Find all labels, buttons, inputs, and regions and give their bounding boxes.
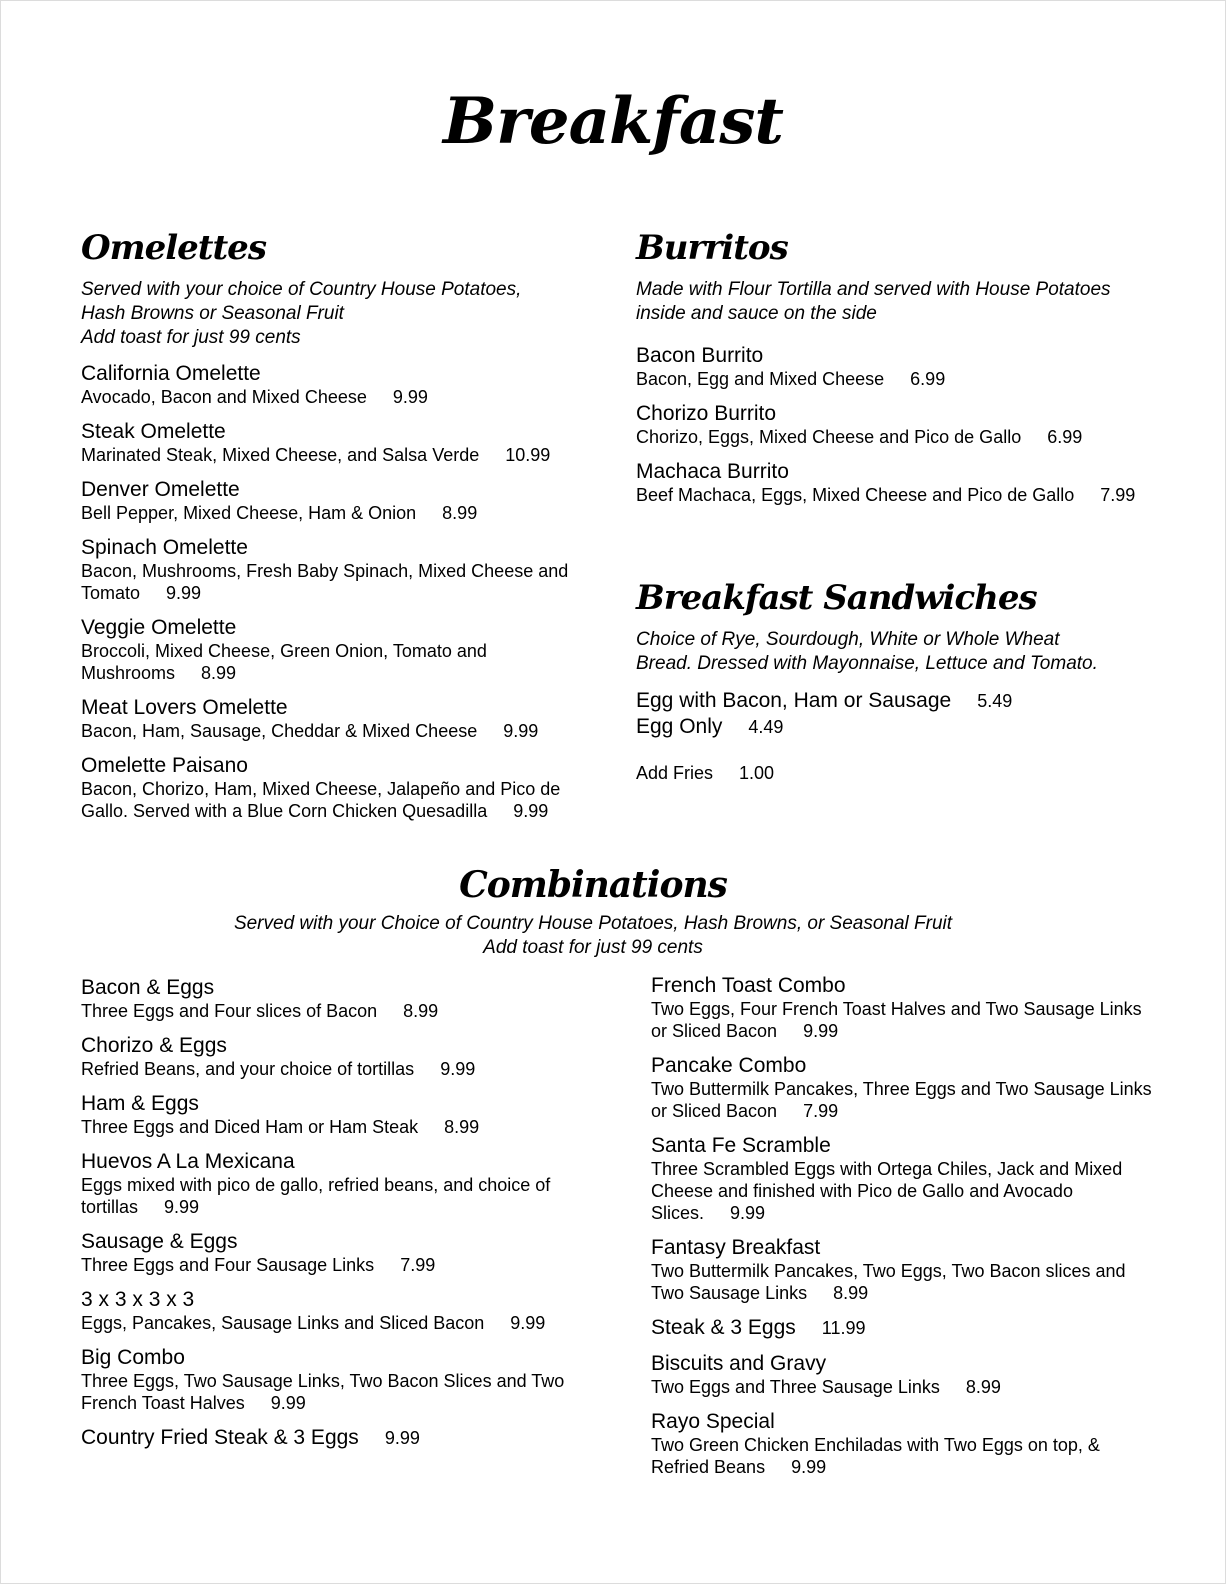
menu-item-description: Three Eggs and Four slices of Bacon xyxy=(81,1001,378,1021)
menu-item xyxy=(81,1092,581,1138)
sandwich-option-price: 4.49 xyxy=(748,717,784,737)
menu-item-price: 7.99 xyxy=(400,1255,436,1275)
menu-item xyxy=(81,754,581,822)
menu-item xyxy=(81,1150,581,1218)
menu-item-name: California Omelette xyxy=(81,362,261,385)
menu-item-description: Marinated Steak, Mixed Cheese, and Salsa Verde xyxy=(81,445,480,465)
menu-item-description: Bell Pepper, Mixed Cheese, Ham & Onion xyxy=(81,503,417,523)
menu-item-detail xyxy=(81,1116,581,1138)
menu-item-price: 9.99 xyxy=(270,1393,306,1413)
sandwich-option xyxy=(636,688,1156,714)
menu-item-name: Spinach Omelette xyxy=(81,536,248,559)
menu-item-description: Bacon, Ham, Sausage, Cheddar & Mixed Cheese xyxy=(81,721,478,741)
menu-item-name: Chorizo & Eggs xyxy=(81,1034,227,1057)
menu-item-price: 8.99 xyxy=(201,663,237,683)
menu-item xyxy=(636,460,1156,506)
sandwiches-section xyxy=(636,578,1156,784)
menu-item-price: 9.99 xyxy=(503,721,539,741)
combinations-description-line: Add toast for just 99 cents xyxy=(483,937,703,958)
menu-item-description: Eggs mixed with pico de gallo, refried beans, and choice of tortillas xyxy=(81,1175,551,1217)
menu-item-description: Eggs, Pancakes, Sausage Links and Sliced Bacon xyxy=(81,1313,485,1333)
menu-item-detail xyxy=(81,778,581,822)
menu-item-description: Bacon, Mushrooms, Fresh Baby Spinach, Mixed Cheese and Tomato xyxy=(81,561,569,603)
menu-item-price: 7.99 xyxy=(1100,485,1136,505)
menu-item-name: 3 x 3 x 3 x 3 xyxy=(81,1288,195,1311)
menu-item-name: Bacon & Eggs xyxy=(81,976,215,999)
menu-item-price: 9.99 xyxy=(730,1203,766,1223)
menu-item-price: 9.99 xyxy=(510,1313,546,1333)
menu-item xyxy=(651,974,1161,1042)
menu-item-detail xyxy=(81,1370,581,1414)
menu-item-price: 9.99 xyxy=(164,1197,200,1217)
combinations-description-line: Served with your Choice of Country House Potatoes, Hash Browns, or Seasonal Fruit xyxy=(233,913,953,934)
menu-item-detail xyxy=(81,560,581,604)
menu-item xyxy=(651,1352,1161,1398)
menu-item xyxy=(651,1236,1161,1304)
menu-item xyxy=(81,536,581,604)
menu-item-detail xyxy=(81,1312,581,1334)
menu-item xyxy=(81,1230,581,1276)
omelettes-description-line: Served with your choice of Country House Potatoes, xyxy=(81,279,522,300)
menu-item-description: Two Buttermilk Pancakes, Three Eggs and Two Sausage Links or Sliced Bacon xyxy=(651,1079,1152,1121)
menu-item-detail xyxy=(81,1254,581,1276)
menu-item-price: 9.99 xyxy=(791,1457,827,1477)
menu-item-name: Machaca Burrito xyxy=(636,460,789,483)
menu-item-description: Two Eggs and Three Sausage Links xyxy=(651,1377,940,1397)
menu-item xyxy=(81,976,581,1022)
menu-item-detail xyxy=(636,484,1156,506)
menu-item-detail xyxy=(651,1158,1161,1224)
menu-item-price: 6.99 xyxy=(1047,427,1083,447)
burritos-description-line: inside and sauce on the side xyxy=(636,303,877,324)
menu-item xyxy=(81,1034,581,1080)
menu-item-price: 9.99 xyxy=(166,583,202,603)
menu-item-description: Three Eggs and Diced Ham or Ham Steak xyxy=(81,1117,419,1137)
menu-item-detail xyxy=(651,1260,1161,1304)
burritos-list xyxy=(636,344,1156,506)
menu-item-price: 9.99 xyxy=(803,1021,839,1041)
menu-item-description: Two Buttermilk Pancakes, Two Eggs, Two Bacon slices and Two Sausage Links xyxy=(651,1261,1126,1303)
menu-item-detail xyxy=(81,444,581,466)
menu-item-name: Omelette Paisano xyxy=(81,754,248,777)
menu-item-name: Santa Fe Scramble xyxy=(651,1134,831,1157)
menu-item-name: Ham & Eggs xyxy=(81,1092,199,1115)
omelettes-list xyxy=(81,362,581,822)
combinations-right-list xyxy=(651,974,1161,1478)
menu-item-detail xyxy=(81,720,581,742)
burritos-description-line: Made with Flour Tortilla and served with House Potatoes xyxy=(636,279,1111,300)
menu-item-price: 8.99 xyxy=(403,1001,439,1021)
menu-item-detail xyxy=(651,1078,1161,1122)
menu-item-description: Avocado, Bacon and Mixed Cheese xyxy=(81,387,367,407)
menu-item xyxy=(636,402,1156,448)
menu-item-description: Broccoli, Mixed Cheese, Green Onion, Tomato and Mushrooms xyxy=(81,641,487,683)
menu-item-price: 8.99 xyxy=(833,1283,869,1303)
menu-item-detail xyxy=(636,426,1156,448)
burritos-description xyxy=(636,278,1156,326)
sandwiches-description-line: Bread. Dressed with Mayonnaise, Lettuce and Tomato. xyxy=(636,653,1098,674)
menu-item-description: Bacon, Chorizo, Ham, Mixed Cheese, Jalapeño and Pico de Gallo. Served with a Blue Corn Chicken Quesadilla xyxy=(81,779,561,821)
menu-item xyxy=(81,1288,581,1334)
menu-item xyxy=(651,1054,1161,1122)
menu-item-name: Denver Omelette xyxy=(81,478,240,501)
menu-item-detail xyxy=(81,502,581,524)
menu-item-name: Sausage & Eggs xyxy=(81,1230,238,1253)
menu-item-description: Two Green Chicken Enchiladas with Two Eggs on top, & Refried Beans xyxy=(651,1435,1100,1477)
omelettes-description-line: Add toast for just 99 cents xyxy=(81,327,301,348)
menu-item-name: Chorizo Burrito xyxy=(636,402,777,425)
combinations-left-list xyxy=(81,976,581,1450)
menu-item xyxy=(651,1410,1161,1478)
menu-item-description: Beef Machaca, Eggs, Mixed Cheese and Pico de Gallo xyxy=(636,485,1075,505)
menu-item-detail xyxy=(636,368,1156,390)
add-fries-line xyxy=(636,762,1156,784)
menu-item xyxy=(636,344,1156,390)
omelettes-section xyxy=(81,228,581,822)
page-title: Breakfast xyxy=(443,84,783,159)
menu-item-detail xyxy=(81,386,581,408)
menu-item-price: 9.99 xyxy=(392,387,428,407)
combinations-description xyxy=(0,912,1226,960)
menu-item-price: 7.99 xyxy=(803,1101,839,1121)
menu-item-description: Three Eggs, Two Sausage Links, Two Bacon Slices and Two French Toast Halves xyxy=(81,1371,565,1413)
menu-item-name: Meat Lovers Omelette xyxy=(81,696,288,719)
menu-item-detail xyxy=(651,1376,1161,1398)
menu-item-price: 10.99 xyxy=(505,445,551,465)
menu-item xyxy=(81,616,581,684)
menu-item-detail xyxy=(81,1174,581,1218)
sandwich-options xyxy=(636,688,1156,740)
menu-item xyxy=(81,362,581,408)
burritos-section xyxy=(636,228,1156,506)
omelettes-description-line: Hash Browns or Seasonal Fruit xyxy=(81,303,344,324)
combinations-right-column xyxy=(651,962,1161,1478)
menu-item xyxy=(81,478,581,524)
menu-item-name: Big Combo xyxy=(81,1346,185,1369)
menu-item-name: Steak & 3 Eggs xyxy=(651,1316,796,1339)
menu-item-price: 9.99 xyxy=(384,1428,420,1448)
menu-item-description: Two Eggs, Four French Toast Halves and Two Sausage Links or Sliced Bacon xyxy=(651,999,1142,1041)
menu-item xyxy=(81,1346,581,1414)
menu-item-description: Bacon, Egg and Mixed Cheese xyxy=(636,369,885,389)
omelettes-description xyxy=(81,278,581,350)
sandwiches-description xyxy=(636,628,1156,676)
menu-item-name: Pancake Combo xyxy=(651,1054,807,1077)
add-fries-price: 1.00 xyxy=(739,763,775,783)
menu-item-detail xyxy=(81,1000,581,1022)
menu-item xyxy=(651,1316,1161,1340)
menu-item-detail xyxy=(81,640,581,684)
menu-item-price: 8.99 xyxy=(965,1377,1001,1397)
menu-item xyxy=(81,420,581,466)
menu-item-description: Three Scrambled Eggs with Ortega Chiles, Jack and Mixed Cheese and finished with Pico de Gallo and Avocado Slices. xyxy=(651,1159,1123,1223)
menu-item xyxy=(651,1134,1161,1224)
combinations-left-column xyxy=(81,964,581,1450)
sandwich-option-name: Egg with Bacon, Ham or Sausage xyxy=(636,689,952,712)
menu-item-detail xyxy=(651,1434,1161,1478)
menu-item-price: 9.99 xyxy=(440,1059,476,1079)
menu-item-name: Bacon Burrito xyxy=(636,344,764,367)
menu-item-name: Steak Omelette xyxy=(81,420,226,443)
sandwich-option-price: 5.49 xyxy=(977,691,1013,711)
menu-item-description: Chorizo, Eggs, Mixed Cheese and Pico de Gallo xyxy=(636,427,1022,447)
sandwiches-description-line: Choice of Rye, Sourdough, White or Whole Wheat xyxy=(636,629,1060,650)
sandwiches-title: Breakfast Sandwiches xyxy=(636,578,1037,618)
burritos-title: Burritos xyxy=(636,228,788,268)
menu-item-description: Refried Beans, and your choice of tortillas xyxy=(81,1059,415,1079)
menu-item-name: Rayo Special xyxy=(651,1410,775,1433)
combinations-header xyxy=(0,862,1226,960)
menu-item-price: 6.99 xyxy=(910,369,946,389)
combinations-title: Combinations xyxy=(459,864,727,906)
menu-item-name: Veggie Omelette xyxy=(81,616,237,639)
menu-item-name: Huevos A La Mexicana xyxy=(81,1150,295,1173)
menu-item-detail xyxy=(651,998,1161,1042)
menu-item-price: 9.99 xyxy=(513,801,549,821)
menu-item xyxy=(81,1426,581,1450)
add-fries-label: Add Fries xyxy=(636,763,714,783)
menu-item-name: Fantasy Breakfast xyxy=(651,1236,821,1259)
menu-item-name: French Toast Combo xyxy=(651,974,846,997)
menu-item-description: Three Eggs and Four Sausage Links xyxy=(81,1255,375,1275)
menu-item-name: Biscuits and Gravy xyxy=(651,1352,827,1375)
menu-item-name: Country Fried Steak & 3 Eggs xyxy=(81,1426,359,1449)
menu-item-price: 11.99 xyxy=(821,1318,866,1338)
omelettes-title: Omelettes xyxy=(81,228,266,268)
menu-item-price: 8.99 xyxy=(442,503,478,523)
sandwich-option xyxy=(636,714,1156,740)
menu-item-detail xyxy=(81,1058,581,1080)
menu-item-price: 8.99 xyxy=(444,1117,480,1137)
sandwich-option-name: Egg Only xyxy=(636,715,723,738)
menu-item xyxy=(81,696,581,742)
